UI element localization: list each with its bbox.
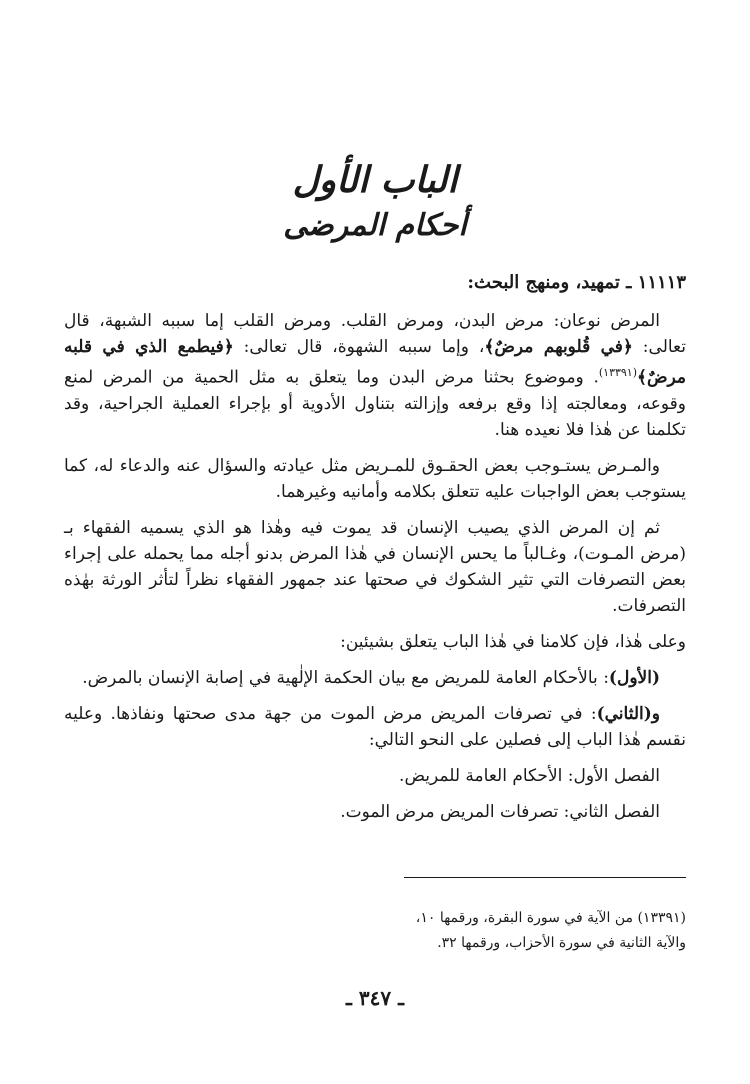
- paragraph-1-text-b: ، وإما سببه الشهوة، قال تعالى:: [243, 337, 485, 357]
- quran-quote-1: ﴿في قُلوبهم مرضٌ﴾: [484, 337, 633, 357]
- chapter-title: الباب الأول: [292, 159, 458, 201]
- quran-quote-2: ﴿فيطمع الذي في قلبه مرضٌ﴾: [64, 337, 686, 388]
- chapter-section-1: الفصل الأول: الأحكام العامة للمريض.: [399, 765, 660, 786]
- paragraph-1-text-c: . وموضوع بحثنا مرض البدن وما يتعلق به مثل الحمية من المرض لمنع وقوعه، ومعالجته إذا وقع برفعه وإزالته بتناول الأدوية أو بإجراء العملية الجراحية، وقد تكلمنا عن هٰذا فلا نعيده هنا.: [64, 367, 686, 440]
- first-item-text: : بالأحكام العامة للمريض مع بيان الحكمة الإلٰهية في إصابة الإنسان بالمرض.: [82, 667, 609, 688]
- paragraph-1-text-a: المرض نوعان: مرض البدن، ومرض القلب. ومرض القلب إما سببه الشبهة، قال تعالى:: [64, 311, 686, 357]
- footnote-reference: (١٣٣٩١): [598, 366, 637, 379]
- paragraph-3: ثم إن المرض الذي يصيب الإنسان قد يموت فيه وهٰذا هو الذي يسميه الفقهاء بـ (مرض المـوت)، وغـالباً ما يحس الإنسان في هٰذا المرض بدنو أجله مما يحمله على إجراء بعض التصرفات التي تثير الشكوك في صحتها عند جمهور الفقهاء نظراً لتأثر الورثة بهٰذه التصرفات.: [64, 517, 686, 616]
- second-item-label: و(الثاني): [596, 703, 660, 724]
- paragraph-6: [64, 701, 686, 753]
- footnote-divider: [404, 877, 686, 878]
- second-item-text: : في تصرفات المريض مرض الموت من جهة مدى صحتها ونفاذها. وعليه نقسم هٰذا الباب إلى فصلين على النحو التالي:: [64, 703, 686, 750]
- chapter-section-2: الفصل الثاني: تصرفات المريض مرض الموت.: [340, 801, 660, 822]
- footnote-2: والآية الثانية في سورة الأحزاب، ورقمها ٣٢.: [437, 935, 686, 951]
- chapter-subtitle: أحكام المرضى: [283, 208, 467, 243]
- first-item-label: (الأول): [608, 667, 660, 688]
- page-number: ـ ٣٤٧ ـ: [346, 986, 404, 1010]
- main-text: [64, 270, 686, 835]
- footnotes: [64, 906, 686, 956]
- section-heading: ١١١١٣ ـ تمهيد، ومنهج البحث:: [467, 272, 686, 293]
- paragraph-4: وعلى هٰذا، فإن كلامنا في هٰذا الباب يتعلق بشيئين:: [340, 631, 686, 652]
- paragraph-2: والمـرض يستـوجب بعض الحقـوق للمـريض مثل عيادته والسؤال عنه والدعاء له، كما يستوجب بعض الواجبات عليه تتعلق بكلامه وأمانيه وغيرهما.: [64, 455, 686, 502]
- paragraph-5: [64, 665, 686, 691]
- chapter-title-block: [0, 158, 750, 246]
- footnote-1: (١٣٣٩١) من الآية في سورة البقرة، ورقمها ١٠،: [415, 910, 686, 926]
- paragraph-1: [64, 308, 686, 443]
